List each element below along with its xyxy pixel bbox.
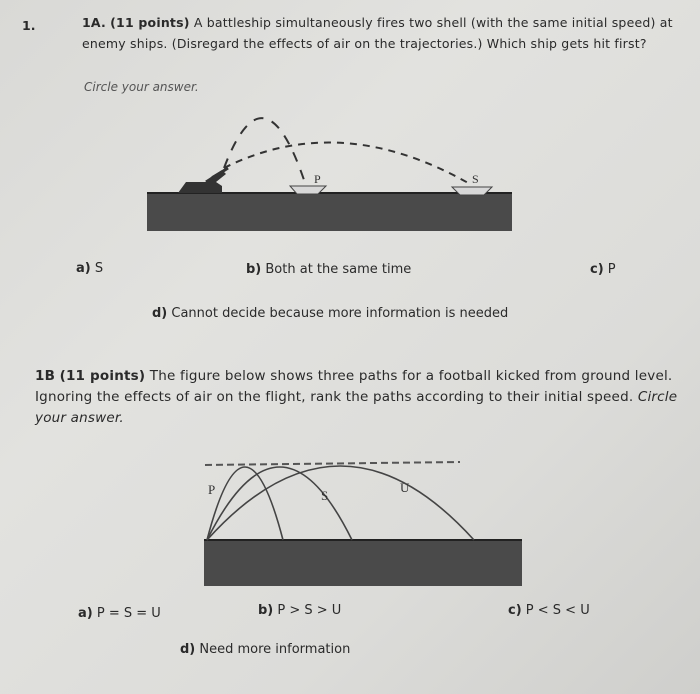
ship-p-label: P	[314, 172, 321, 186]
ground-block	[204, 540, 522, 586]
option-1a-d[interactable]: d) Cannot decide because more information is needed	[152, 306, 509, 321]
path-u-label: U	[400, 480, 410, 495]
option-1a-b[interactable]: b) Both at the same time	[246, 262, 412, 277]
question-1b-body: The figure below shows three paths for a football kicked from ground level. Ignoring the effects of air on the flight, rank the paths according to their initial speed.	[35, 368, 673, 405]
question-number: 1.	[22, 18, 36, 33]
ship-s-label: S	[472, 172, 479, 186]
question-1b-instruction: Circle your answer.	[35, 389, 678, 426]
question-1a-body: A battleship simultaneously fires two shell (with the same initial speed) at enemy ships. (Disregard the effects of air on the trajectories.) Which ship gets hit first?	[82, 15, 673, 51]
path-u	[207, 466, 474, 540]
option-1a-a[interactable]: a) S	[76, 261, 104, 276]
option-1b-a[interactable]: a) P = S = U	[78, 606, 161, 621]
option-1b-c[interactable]: c) P < S < U	[508, 603, 590, 618]
path-s-label: S	[321, 488, 329, 503]
question-1b-label: 1B	[35, 368, 56, 384]
option-1b-d[interactable]: d) Need more information	[180, 642, 351, 657]
option-1b-b[interactable]: b) P > S > U	[258, 603, 342, 618]
option-1a-c[interactable]: c) P	[590, 262, 616, 277]
question-1a-points: (11 points)	[110, 15, 190, 30]
question-1a-instruction: Circle your answer.	[84, 80, 199, 94]
question-1b-points: (11 points)	[59, 368, 146, 384]
max-height-line	[205, 462, 460, 465]
question-1a-label: 1A.	[82, 15, 106, 30]
path-p-label: P	[208, 482, 216, 497]
